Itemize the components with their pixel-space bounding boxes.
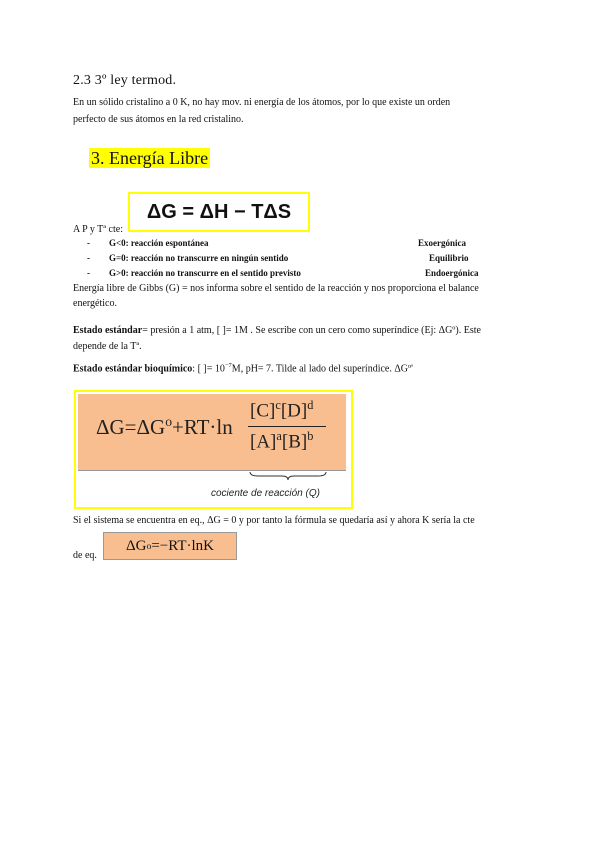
list-item-text: G>0: reacción no transcurre en el sentido previsto: [109, 268, 301, 278]
paragraph-line: En un sólido cristalino a 0 K, no hay mov. ni energía de los átomos, por lo que existe un orden: [73, 97, 451, 108]
equation-denominator: $[A]^a[B]^b$: [250, 429, 314, 453]
underbrace-icon: [248, 470, 328, 482]
free-energy-equation-box: [74, 390, 353, 509]
gibbs-formula: ΔG = ΔH − TΔS: [146, 200, 292, 223]
biochem-standard-line: Estado estándar bioquímico: [ ]= $10^{-7}M$, pH= 7. Tilde al lado del superíndice. ΔGº': [73, 362, 413, 375]
list-item-text: G=0: reacción no transcurre en ningún sentido: [109, 253, 289, 263]
section-heading-2-3: 2.3 3º ley termod.: [73, 73, 177, 88]
equation-numerator: $[C]^c[D]^d$: [250, 398, 314, 422]
paragraph-line: de eq.: [73, 550, 97, 561]
list-item: - G=0: reacción no transcurre en ningún sentido Equilibrio: [87, 251, 527, 266]
equilibrium-equation-box: ΔG o =−RT·lnK: [103, 532, 237, 560]
list-item-type: Equilibrio: [429, 253, 469, 263]
list-item: - G>0: reacción no transcurre en el sentido previsto Endoergónica: [87, 266, 527, 281]
reaction-quotient-caption: cociente de reacción (Q): [211, 488, 320, 499]
list-item: - G<0: reacción espontánea Exoergónica: [87, 236, 527, 251]
paragraph-line: perfecto de sus átomos en la red cristalino.: [73, 114, 244, 125]
reaction-list: [87, 236, 527, 281]
paragraph-line: Si el sistema se encuentra en eq., ΔG = 0 y por tanto la fórmula se quedaría así y ahora K sería la cte: [73, 515, 475, 526]
section-heading-3-text: 3. Energía Libre: [91, 148, 209, 168]
equation-lhs: $\Delta G=\Delta G^o+RT\cdot\ln$: [96, 414, 233, 439]
paragraph-line: energético.: [73, 298, 117, 309]
standard-state-line: Estado estándar= presión a 1 atm, [ ]= 1M . Se escribe con un cero como superíndice (Ej: ΔGº). Este: [73, 325, 481, 336]
paragraph-line: depende de la Tª.: [73, 341, 142, 352]
section-heading-3: [89, 148, 210, 169]
gibbs-formula-box: [128, 192, 310, 232]
condition-label: A P y Tª cte:: [73, 224, 123, 235]
fraction-bar: [248, 426, 326, 427]
list-item-text: G<0: reacción espontánea: [109, 238, 209, 248]
paragraph-line: Energía libre de Gibbs (G) = nos informa sobre el sentido de la reacción y nos proporciona el balance: [73, 283, 479, 294]
list-item-type: Exoergónica: [418, 238, 466, 248]
list-item-type: Endoergónica: [425, 268, 479, 278]
